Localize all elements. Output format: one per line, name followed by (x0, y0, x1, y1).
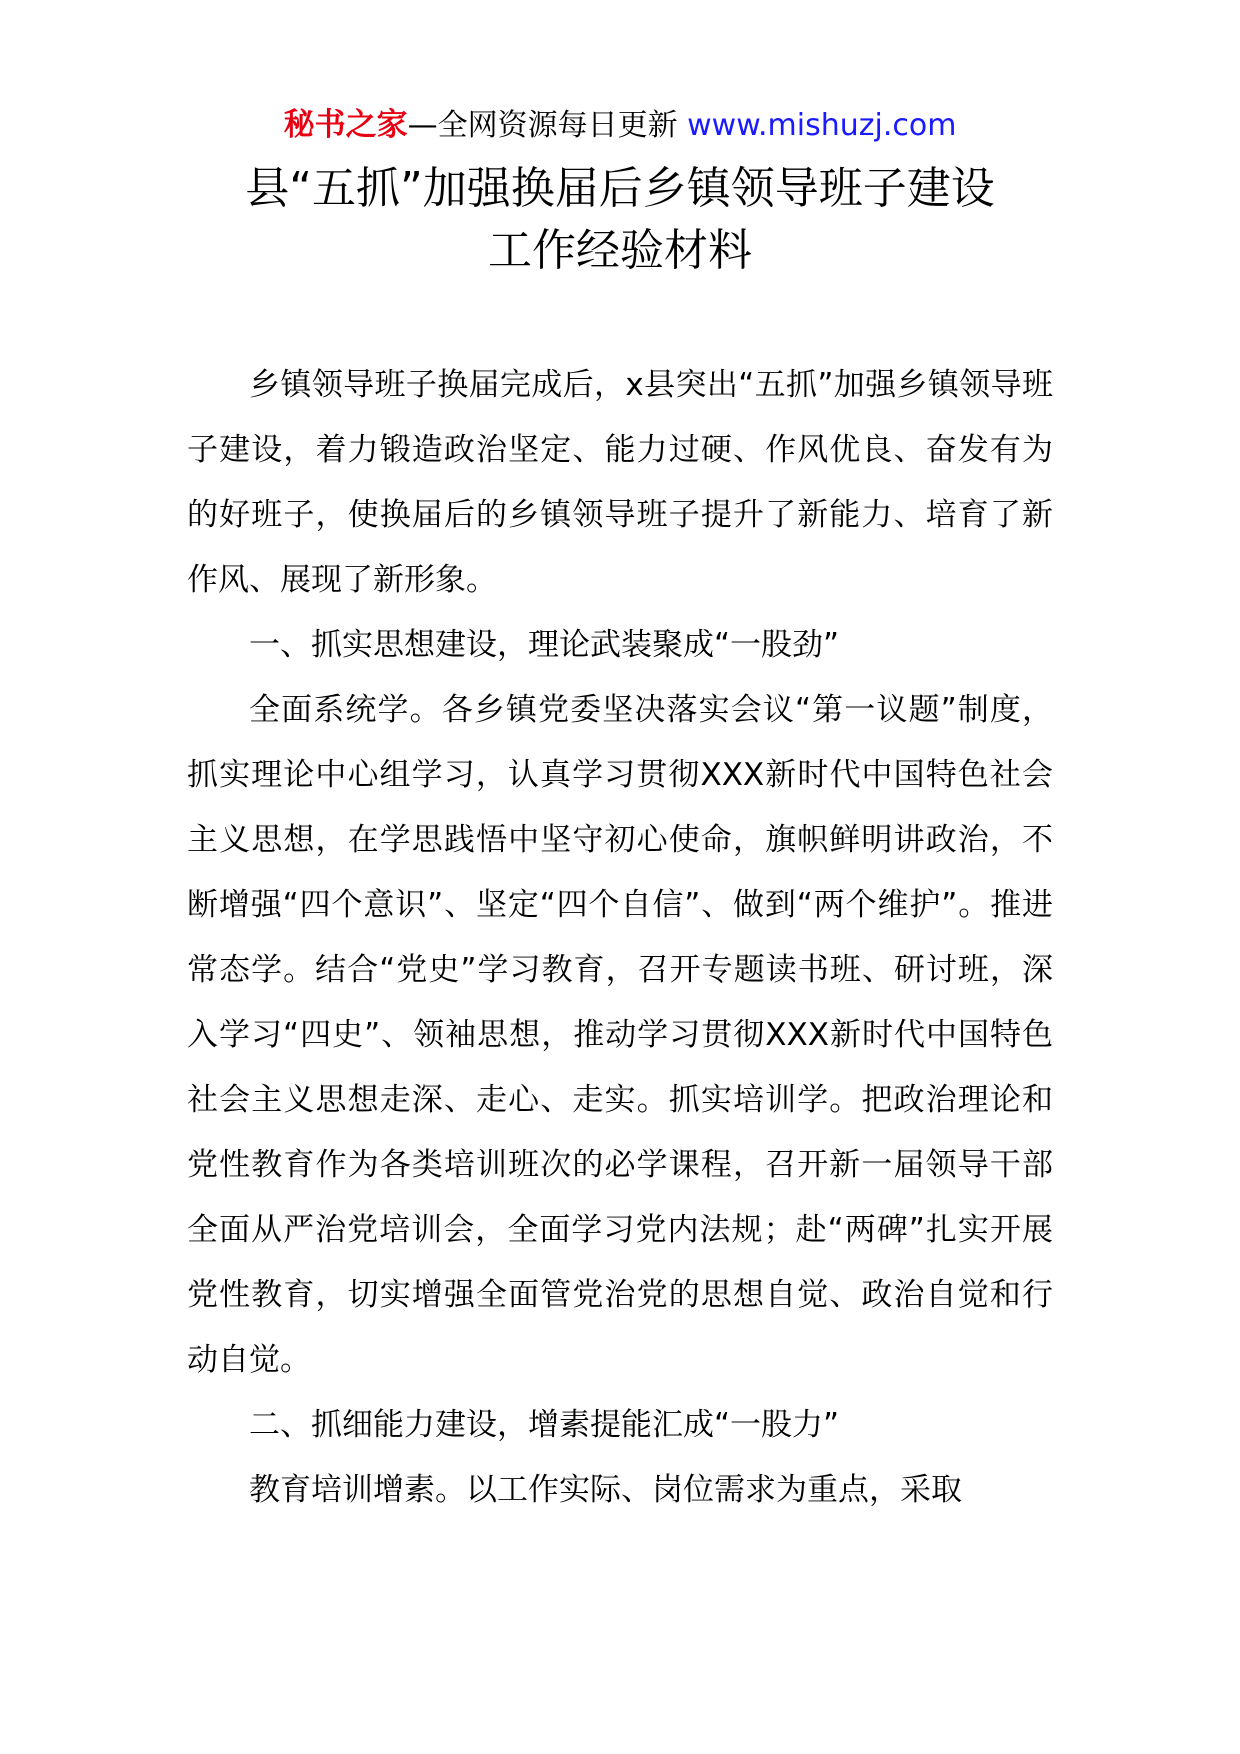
header-slogan: —全网资源每日更新 (407, 108, 688, 143)
header-banner (0, 103, 1240, 148)
section-heading-2: 二、抓细能力建设，增素提能汇成“一股力” (249, 1407, 840, 1443)
brand-name: 秘书之家 (283, 107, 408, 143)
intro-paragraph: 乡镇领导班子换届完成后，x县突出“五抓”加强乡镇领导班子建设，着力锻造政治坚定、能力过硬、作风优良、奋发有为的好班子，使换届后的乡镇领导班子提升了新能力、培育了新作风、展现了新形象。 (187, 367, 1053, 598)
title-line-1: 县“五抓”加强换届后乡镇领导班子建设 (245, 163, 995, 214)
document-body (187, 353, 1053, 1523)
title-line-2: 工作经验材料 (488, 225, 752, 276)
section-2-paragraph: 教育培训增素。以工作实际、岗位需求为重点，采取 (249, 1472, 962, 1508)
section-1-paragraph: 全面系统学。各乡镇党委坚决落实会议“第一议题”制度，抓实理论中心组学习，认真学习贯彻XXX新时代中国特色社会主义思想，在学思践悟中坚守初心使命，旗帜鲜明讲政治，不断增强“四个意识”、坚定“四个自信”、做到“两个维护”。推进常态学。结合“党史”学习教育，召开专题读书班、研讨班，深入学习“四史”、领袖思想，推动学习贯彻XXX新时代中国特色社会主义思想走深、走心、走实。抓实培训学。把政治理论和党性教育作为各类培训班次的必学课程，召开新一届领导干部全面从严治党培训会，全面学习党内法规；赴“两碑”扎实开展党性教育，切实增强全面管党治党的思想自觉、政治自觉和行动自觉。 (187, 692, 1053, 1378)
document-title (0, 158, 1240, 282)
website-link[interactable]: www.mishuzj.com (687, 108, 957, 143)
section-heading-1: 一、抓实思想建设，理论武装聚成“一股劲” (249, 627, 840, 663)
